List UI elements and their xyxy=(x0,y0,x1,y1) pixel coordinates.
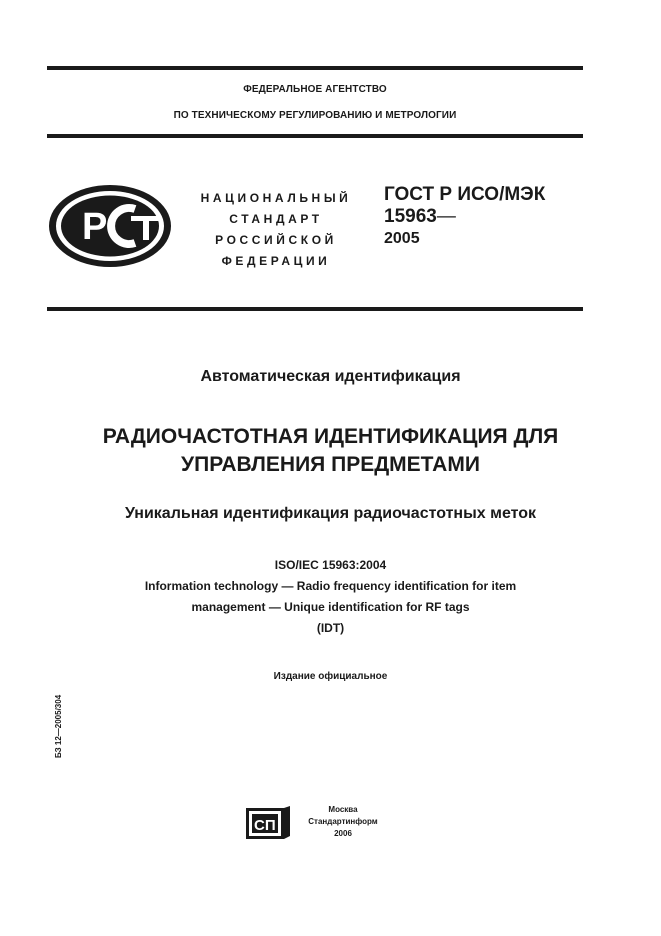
designation-year: 2005 xyxy=(384,230,420,247)
standard-designation xyxy=(384,184,545,250)
document-subtitle-2: Уникальная идентификация радиочастотных меток xyxy=(124,505,537,522)
iso-idt: (IDT) xyxy=(316,621,345,635)
side-code: БЗ 12—2005/304 xyxy=(54,694,63,758)
logo-section-rule xyxy=(47,307,583,311)
designation-number-line xyxy=(384,206,545,228)
publisher-year: 2006 xyxy=(334,829,352,838)
iso-code: ISO/IEC 15963:2004 xyxy=(274,558,387,572)
document-title xyxy=(0,423,661,479)
svg-text:СП: СП xyxy=(254,817,276,834)
header-bottom-rule xyxy=(47,134,583,138)
designation-number: 15963 xyxy=(384,206,437,227)
national-standard-line-2: СТАНДАРТ xyxy=(229,212,323,226)
publisher-name: Стандартинформ xyxy=(308,817,378,826)
national-standard-line-1: НАЦИОНАЛЬНЫЙ xyxy=(200,191,352,205)
document-title-line-2: УПРАВЛЕНИЯ ПРЕДМЕТАМИ xyxy=(181,453,480,476)
agency-line-1: ФЕДЕРАЛЬНОЕ АГЕНТСТВО xyxy=(243,84,387,95)
rst-certification-mark-icon xyxy=(47,183,173,269)
publisher-text xyxy=(298,804,388,840)
document-title-line-1: РАДИОЧАСТОТНАЯ ИДЕНТИФИКАЦИЯ ДЛЯ xyxy=(102,425,559,448)
document-subtitle: Автоматическая идентификация xyxy=(200,368,461,385)
publisher-city: Москва xyxy=(328,805,358,814)
national-standard-line-3: РОССИЙСКОЙ xyxy=(215,233,337,247)
designation-line-1: ГОСТ Р ИСО/МЭК xyxy=(384,184,546,205)
designation-dash: — xyxy=(436,206,456,227)
svg-text:P: P xyxy=(82,206,108,248)
iso-title-line-2: management — Unique identification for RF tags xyxy=(191,600,470,614)
edition-label: Издание официальное xyxy=(273,671,388,682)
iso-title-line-1: Information technology — Radio frequency identification for item xyxy=(144,579,517,593)
iso-reference xyxy=(0,555,661,639)
agency-line-2: ПО ТЕХНИЧЕСКОМУ РЕГУЛИРОВАНИЮ И МЕТРОЛОГИИ xyxy=(173,110,457,121)
national-standard-line-4: ФЕДЕРАЦИИ xyxy=(221,254,331,268)
national-standard-label xyxy=(186,188,366,272)
top-rule xyxy=(47,66,583,70)
